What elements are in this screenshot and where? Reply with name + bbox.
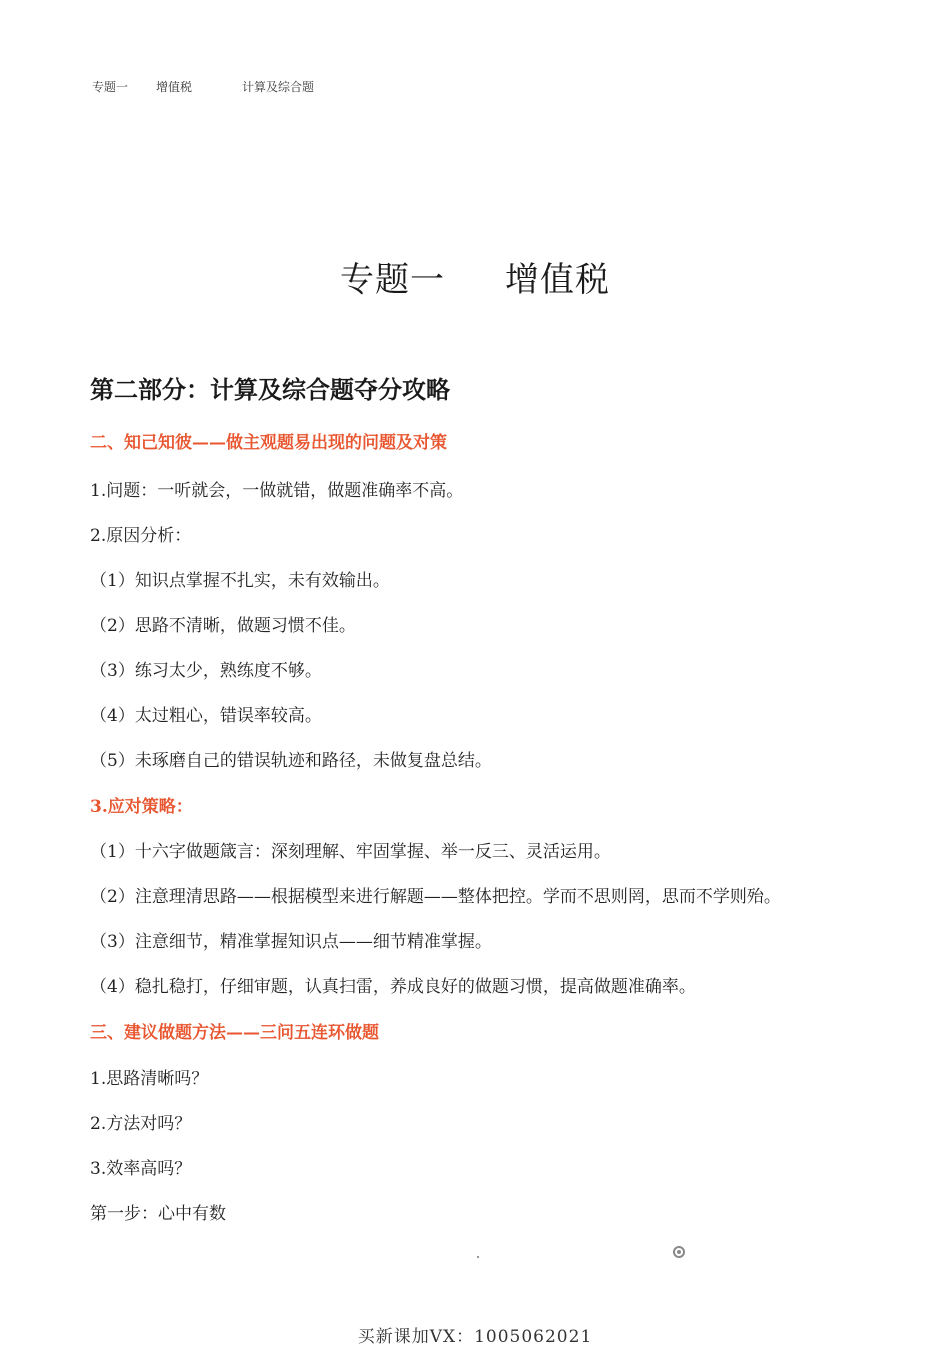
strategy-label: 3.应对策略： [90,797,193,817]
header-fragment-c: 计算及综合题 [242,80,315,94]
stamp-icon [673,1246,685,1258]
title-main: 专题一 [340,260,445,300]
footer-dot [477,1256,479,1258]
running-header [92,66,352,94]
reason-item: （3）练习太少，熟练度不够。 [90,661,322,681]
reason-item: （5）未琢磨自己的错误轨迹和路径，未做复盘总结。 [90,751,492,771]
step1-line: 第一步：心中有数 [90,1204,226,1224]
header-fragment-b: 增值税 [156,80,193,94]
strategy-item: （4）稳扎稳打，仔细审题，认真扫雷，养成良好的做题习惯，提高做题准确率。 [90,977,696,997]
section2-heading: 二、知己知彼——做主观题易出现的问题及对策 [90,433,447,453]
section3-heading: 三、建议做题方法——三问五连环做题 [90,1023,379,1043]
strategy-item: （1）十六字做题箴言：深刻理解、牢固掌握、举一反三、灵活运用。 [90,842,611,862]
reason-item: （4）太过粗心，错误率较高。 [90,706,322,726]
header-fragment-a: 专题一 [92,80,129,94]
strategy-item: （3）注意细节，精准掌握知识点——细节精准掌握。 [90,932,492,952]
part-heading: 第二部分：计算及综合题夺分攻略 [90,375,450,404]
reason-item: （2）思路不清晰，做题习惯不佳。 [90,616,356,636]
footer-watermark: 买新课加VX：1005062021 [357,1327,593,1347]
problem-line: 1.问题：一听就会，一做就错，做题准确率不高。 [90,481,464,501]
question-item: 3.效率高吗？ [90,1159,192,1179]
strategy-item: （2）注意理清思路——根据模型来进行解题——整体把控。学而不思则罔，思而不学则殆。 [90,887,781,907]
title-sub: 增值税 [505,260,610,300]
question-item: 1.思路清晰吗？ [90,1069,209,1089]
question-item: 2.方法对吗？ [90,1114,192,1134]
reason-item: （1）知识点掌握不扎实，未有效输出。 [90,571,390,591]
analysis-label: 2.原因分析： [90,526,192,546]
document-title [0,252,950,301]
